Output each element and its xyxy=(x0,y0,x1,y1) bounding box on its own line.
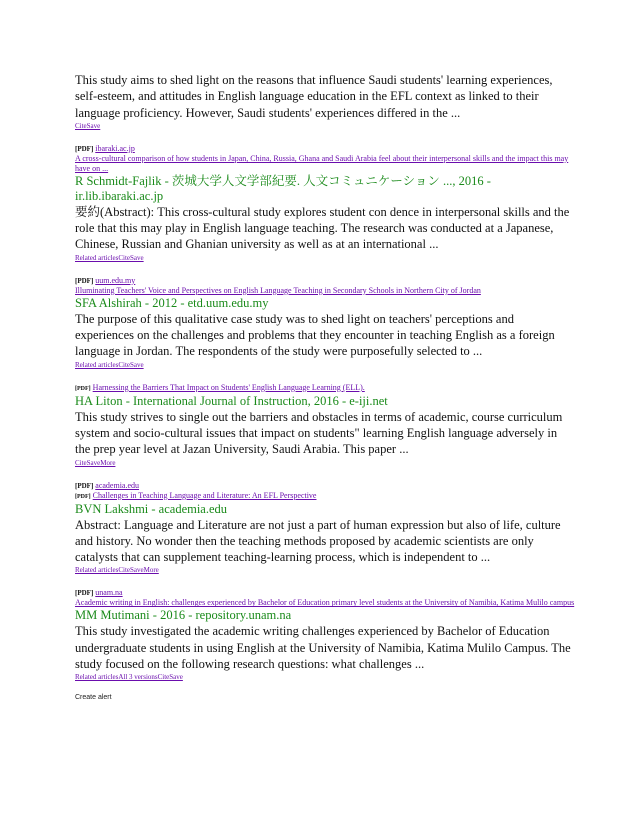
pdf-format-tag: [PDF] xyxy=(75,144,94,153)
result-snippet: Abstract: Language and Literature are not just a part of human expression but also of life, culture and history. No wonder then the teaching methods proposed by academic scientists are only catalysts that can supplement teaching-learning process, which is independent to ... xyxy=(75,517,561,565)
result-actions-link[interactable]: CiteSaveMore xyxy=(75,458,116,467)
search-result xyxy=(75,481,575,576)
result-actions-link[interactable]: Related articlesCiteSave xyxy=(75,253,144,262)
result-source-line xyxy=(75,481,575,491)
search-result xyxy=(75,383,575,468)
result-byline: HA Liton - International Journal of Instruction, 2016 - e-iji.net xyxy=(75,393,388,408)
pdf-format-tag: [PDF] xyxy=(75,589,94,598)
pdf-format-tag: [PDF] xyxy=(75,493,91,500)
pdf-format-tag: [PDF] xyxy=(75,276,94,285)
result-source-link[interactable]: academia.edu xyxy=(95,480,140,490)
search-result xyxy=(75,588,575,682)
result-actions-link[interactable]: Related articlesAll 3 versionsCiteSave xyxy=(75,673,183,682)
result-source-link[interactable]: ibaraki.ac.jp xyxy=(95,143,135,153)
result-snippet: This study aims to shed light on the reasons that influence Saudi students' learning experiences, self-esteem, and attitudes in English language education in the EFL context as linked to their language proficiency. However, Saudi students' experiences differed in the ... xyxy=(75,73,553,120)
result-source-link[interactable]: uum.edu.my xyxy=(95,275,136,285)
search-results-page xyxy=(75,72,575,701)
result-title-line xyxy=(75,383,575,394)
result-source-link[interactable]: unam.na xyxy=(95,588,123,598)
pdf-format-tag: [PDF] xyxy=(75,481,94,490)
result-snippet: The purpose of this qualitative case study was to shed light on teachers' perceptions and experiences on the challenges and problems that they encounter in teaching English as a foreign language in Jordan. The respondents of the study were purposefully selected to ... xyxy=(75,311,555,359)
result-source-line xyxy=(75,588,575,598)
pdf-format-tag: [PDF] xyxy=(75,385,91,392)
result-snippet: This study strives to single out the barriers and obstacles in terms of academic, course curriculum system and socio-cultural issues that impact on students" learning English language adversely in the prep year level at Jazan University, Saudi Arabia. This paper ... xyxy=(75,409,563,457)
result-title-link[interactable]: Illuminating Teachers' Voice and Perspectives on English Language Teaching in Secondary Schools in Northern City of Jordan xyxy=(75,285,481,295)
result-title-link[interactable]: A cross-cultural comparison of how students in Japan, China, Russia, Ghana and Saudi Arabia feel about their interpersonal skills and the impact this may have on ... xyxy=(75,153,569,173)
result-title-line xyxy=(75,491,575,502)
result-title-link[interactable]: Harnessing the Barriers That Impact on Students' English Language Learning (ELL). xyxy=(92,382,365,392)
search-result xyxy=(75,144,575,263)
create-alert-link[interactable]: Create alert xyxy=(75,694,112,702)
result-actions-link[interactable]: CiteSave xyxy=(75,121,101,130)
result-title-link[interactable]: Academic writing in English: challenges experienced by Bachelor of Education primary level students at the University of Namibia, Katima Mulilo campus xyxy=(75,598,575,608)
result-byline: MM Mutimani - 2016 - repository.unam.na xyxy=(75,608,292,623)
search-result xyxy=(75,276,575,370)
result-byline: R Schmidt-Fajlik - 茨城大学人文学部紀要. 人文コミュニケーション ..., 2016 - ir.lib.ibaraki.ac.jp xyxy=(75,173,491,203)
result-snippet: 要約(Abstract): This cross-cultural study explores student con dence in interpersonal skills and the role that this may play in English language teaching. The research was conducted at a Japanese, Chinese, Russian and Ghanian university as well as at an international ... xyxy=(75,204,570,252)
result-byline: BVN Lakshmi - academia.edu xyxy=(75,501,228,516)
result-byline: SFA Alshirah - 2012 - etd.uum.edu.my xyxy=(75,295,269,310)
result-source-line xyxy=(75,276,575,286)
search-result xyxy=(75,72,575,131)
result-snippet: This study investigated the academic writing challenges experienced by Bachelor of Education undergraduate students in using English at the University of Namibia, Katima Mulilo Campus. The study focused on the following research questions: what challenges ... xyxy=(75,624,571,672)
result-actions-link[interactable]: Related articlesCiteSave xyxy=(75,360,144,369)
result-title-link[interactable]: Challenges in Teaching Language and Literature: An EFL Perspective xyxy=(92,490,317,500)
result-actions-link[interactable]: Related articlesCiteSaveMore xyxy=(75,566,159,575)
result-source-line xyxy=(75,144,575,154)
